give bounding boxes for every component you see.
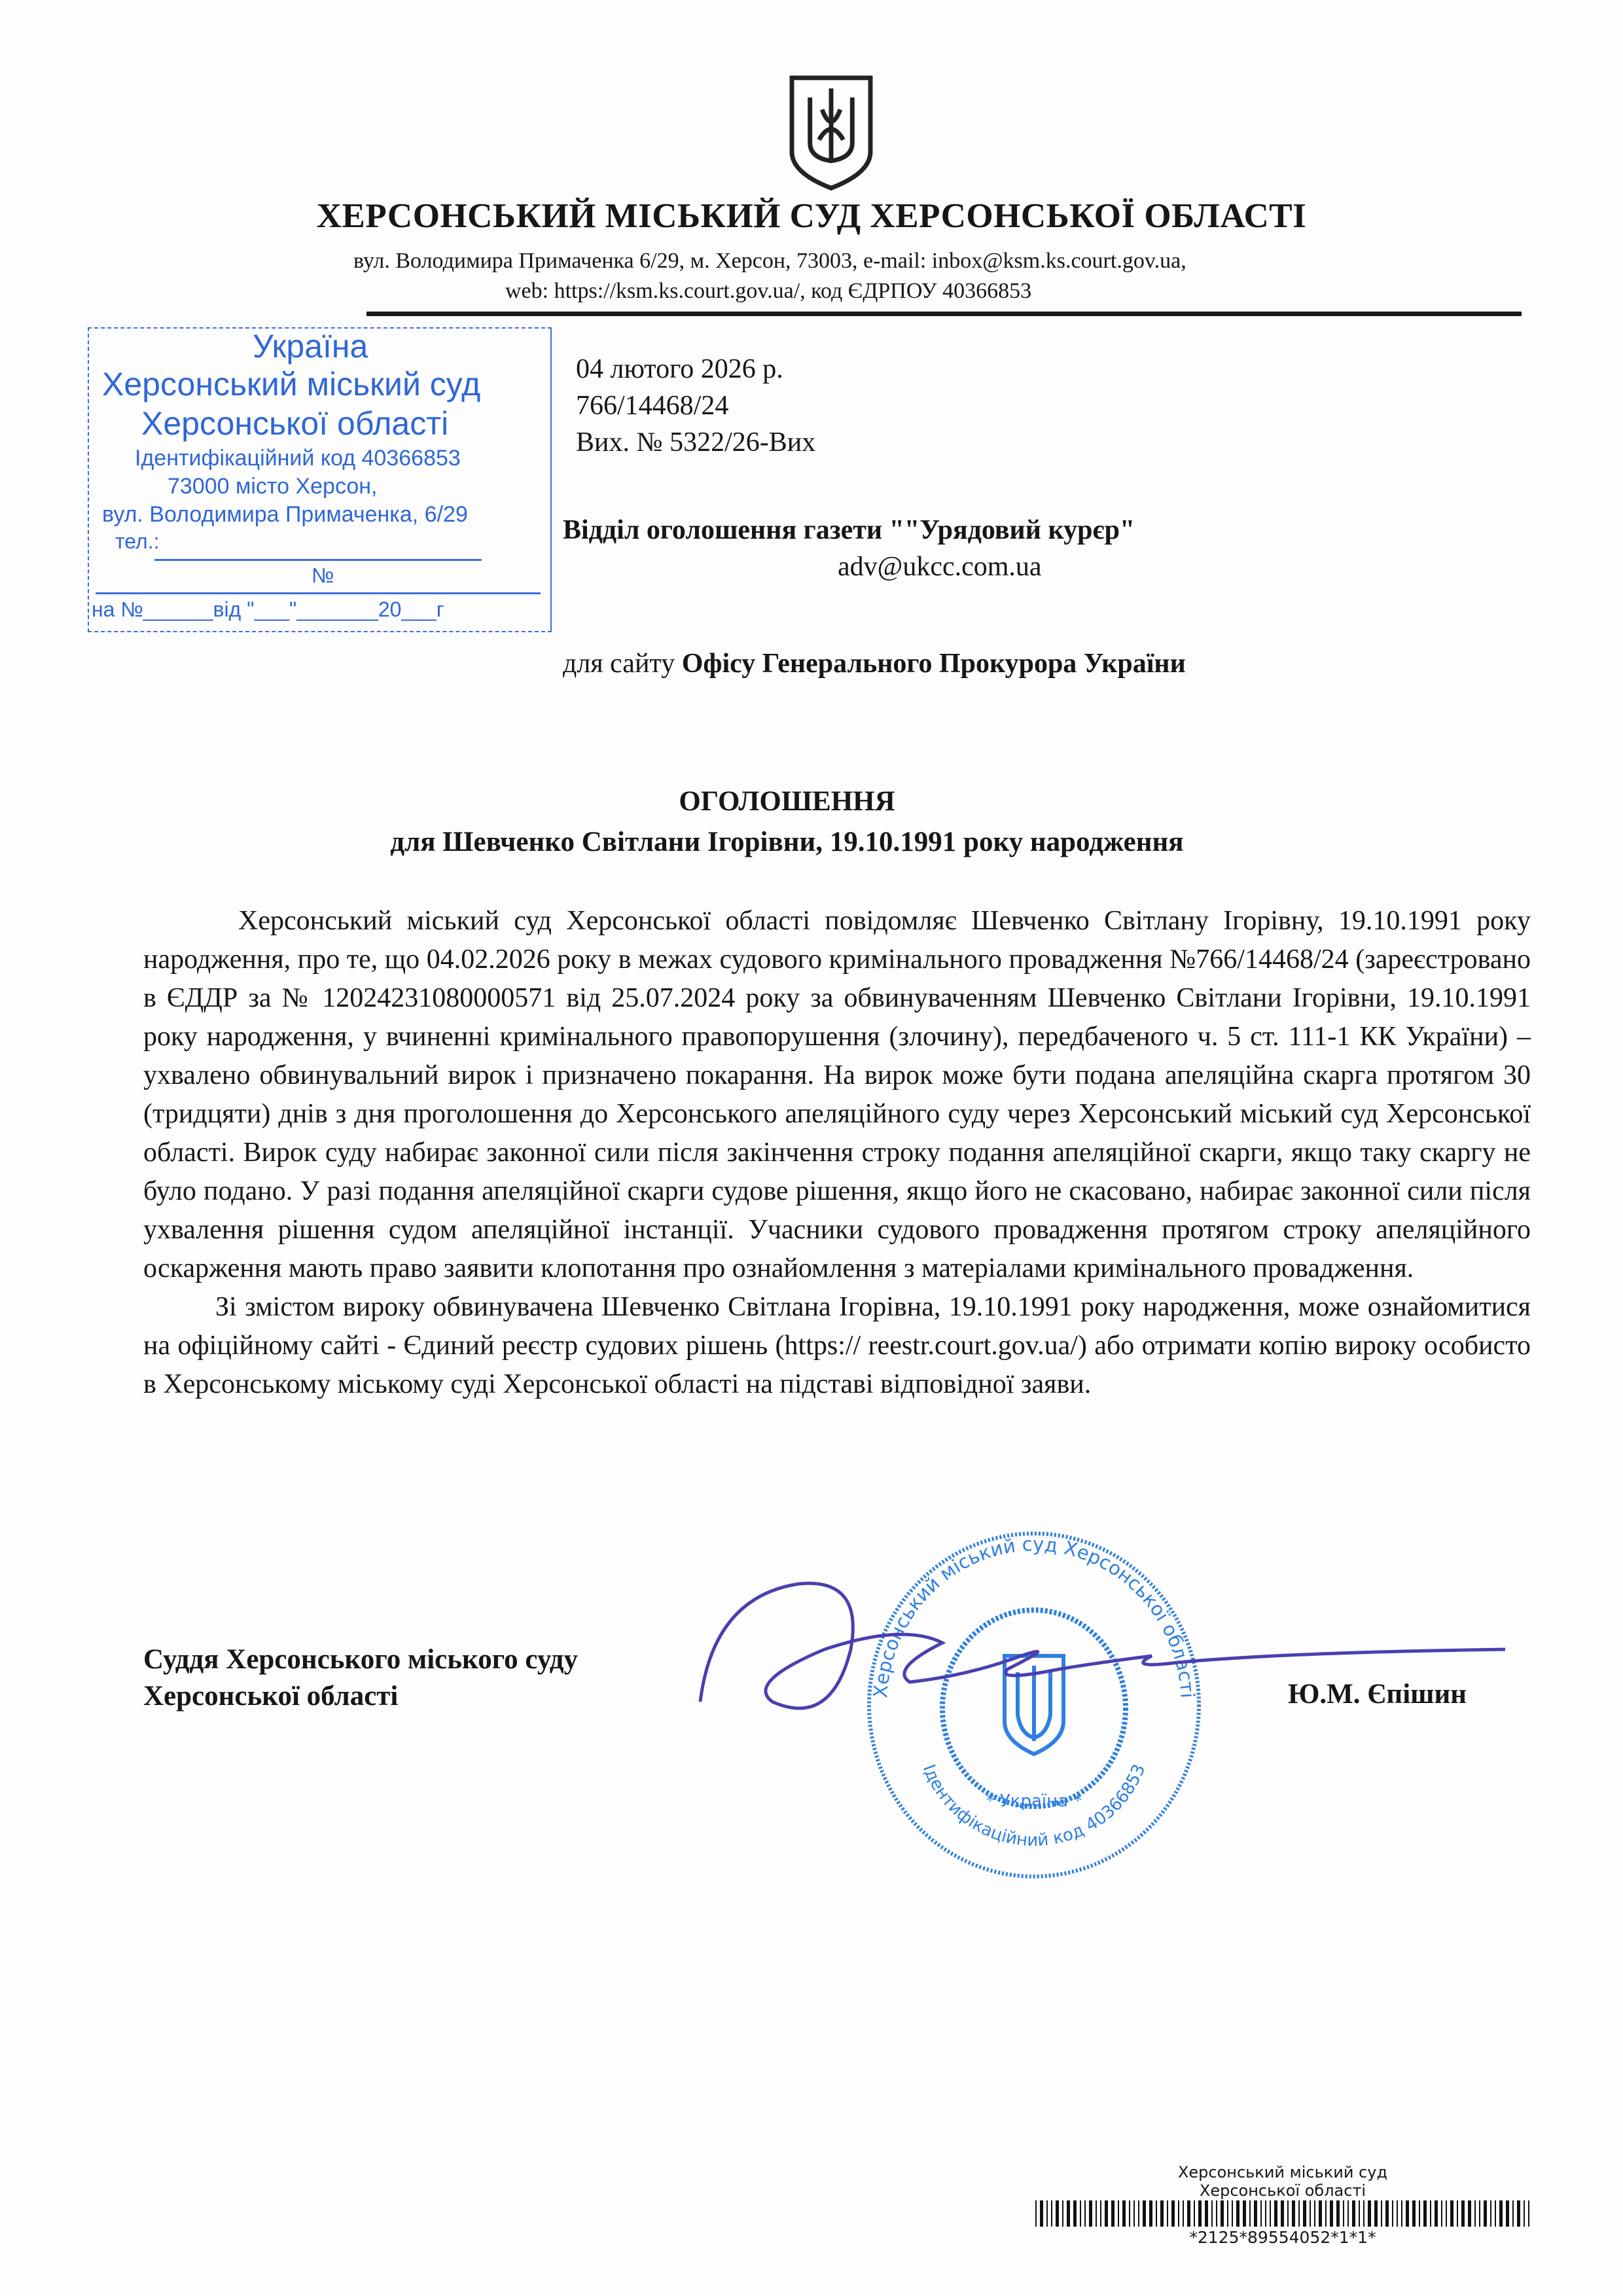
barcode-bar <box>1381 2200 1382 2227</box>
barcode-bar <box>1374 2200 1378 2227</box>
barcode-bar <box>1040 2200 1043 2227</box>
barcode-bar <box>1051 2200 1052 2227</box>
stamp-phone: тел.: <box>115 529 160 553</box>
barcode-bar <box>1397 2200 1398 2227</box>
barcode-bar <box>1430 2200 1431 2227</box>
judge-position-line2: Херсонської області <box>143 1681 399 1712</box>
stamp-line <box>96 592 541 594</box>
stamp-country: Україна <box>253 328 368 365</box>
barcode-bar <box>1310 2200 1311 2227</box>
barcode-bar <box>1401 2200 1402 2227</box>
barcode-bar <box>1435 2200 1438 2227</box>
barcode-bar <box>1254 2200 1257 2227</box>
barcode-bar <box>1303 2200 1306 2227</box>
barcode-bar <box>1080 2200 1081 2227</box>
barcode-bar <box>1343 2200 1344 2227</box>
barcode-bar <box>1499 2200 1503 2227</box>
document-date: 04 лютого 2026 р. <box>576 354 783 384</box>
barcode-bar <box>1330 2200 1333 2227</box>
barcode-bar <box>1352 2200 1355 2227</box>
header-divider <box>366 312 1522 316</box>
barcode-number: *2125*89554052*1*1* <box>1189 2228 1376 2247</box>
barcode-bar <box>1484 2200 1487 2227</box>
barcode-bar <box>1171 2200 1175 2227</box>
barcode-bar <box>1062 2200 1063 2227</box>
barcode-bar <box>1205 2200 1208 2227</box>
barcode-bar <box>1138 2200 1139 2227</box>
court-title: ХЕРСОНСЬКИЙ МІСЬКИЙ СУД ХЕРСОНСЬКОЇ ОБЛАСТІ <box>316 197 1307 235</box>
announcement-body <box>143 902 1531 1404</box>
barcode-bar <box>1122 2200 1126 2227</box>
footer-line1: Херсонський міський суд <box>1177 2163 1388 2181</box>
barcode-bar <box>1084 2200 1086 2227</box>
stamp-court: Херсонський міський суд <box>102 366 481 403</box>
stamp-region: Херсонської області <box>141 405 449 442</box>
case-number: 766/14468/24 <box>576 391 729 421</box>
barcode-bar <box>1368 2200 1371 2227</box>
barcode-bar <box>1073 2200 1077 2227</box>
registration-stamp <box>88 327 552 632</box>
barcode-bar <box>1096 2200 1097 2227</box>
barcode-bar <box>1187 2200 1190 2227</box>
barcode-bar <box>1178 2200 1179 2227</box>
barcode-bar <box>1129 2200 1130 2227</box>
court-address: вул. Володимира Примаченка 6/29, м. Херсон, 73003, e-mail: inbox@ksm.ks.court.gov.ua, <box>353 249 1186 273</box>
footer-court <box>1021 2163 1544 2200</box>
barcode-bar <box>1243 2200 1246 2227</box>
barcode-bar <box>1423 2200 1427 2227</box>
recipient-name: Відділ оголошення газети ""Урядовий курєр" <box>563 515 1135 545</box>
barcode-bar <box>1461 2200 1465 2227</box>
seal-bottom-text: * Україна * <box>986 1791 1082 1811</box>
barcode-bar <box>1363 2200 1364 2227</box>
site-line <box>563 648 1186 679</box>
barcode-bar <box>1468 2200 1471 2227</box>
stamp-number-label: № <box>312 564 334 587</box>
judge-position-line1: Суддя Херсонського міського суду <box>143 1644 578 1675</box>
barcode-bar <box>1198 2200 1202 2227</box>
barcode-bar <box>1298 2200 1300 2227</box>
footer-line2: Херсонської області <box>1199 2181 1366 2200</box>
barcode-bar <box>1143 2200 1146 2227</box>
barcode-bar <box>1236 2200 1240 2227</box>
announcement-subheading: для Шевченко Світлани Ігорівни, 19.10.1991 року народження <box>390 827 1184 857</box>
barcode-bar <box>1287 2200 1289 2227</box>
barcode-bar <box>1227 2200 1228 2227</box>
seal-outer-text: Херсонський міський суд Херсонської області <box>869 1533 1199 1699</box>
barcode-bar <box>1046 2200 1048 2227</box>
barcode-bar <box>1517 2200 1520 2227</box>
barcode-bar <box>1347 2200 1349 2227</box>
barcode-bar <box>1111 2200 1115 2227</box>
judge-position <box>143 1641 578 1715</box>
barcode-bar <box>1160 2200 1164 2227</box>
site-name: Офісу Генерального Прокурора України <box>681 649 1186 679</box>
barcode-bar <box>1506 2200 1509 2227</box>
barcode-bar <box>1211 2200 1213 2227</box>
judge-name: Ю.М. Єпішин <box>1288 1679 1467 1710</box>
barcode-bar <box>1270 2200 1271 2227</box>
barcode-bar <box>1249 2200 1251 2227</box>
barcode-bar <box>1325 2200 1327 2227</box>
barcode-bar <box>1450 2200 1454 2227</box>
seal-inner-text: Ідентифікаційний код 40366853 <box>918 1761 1150 1851</box>
barcode-bar <box>1035 2200 1037 2227</box>
barcode-bar <box>1412 2200 1416 2227</box>
stamp-line <box>154 559 482 561</box>
barcode-bar <box>1479 2200 1480 2227</box>
barcode-bar <box>1474 2200 1476 2227</box>
barcode-bar <box>1100 2200 1101 2227</box>
court-web: web: https://ksm.ks.court.gov.ua/, код ЄДРПОУ 40366853 <box>505 279 1032 303</box>
barcode-bar <box>1336 2200 1340 2227</box>
barcode-bar <box>1105 2200 1108 2227</box>
paragraph-2: Зі змістом вироку обвинувачена Шевченко Світлана Ігорівна, 19.10.1991 року народження, може ознайомитися на офіційному сайті - Єдиний реєстр судових рішень (https:// reestr.court.gov.ua/) або отримати копію вироку особисто в Херсонському міському суді Херсонської області на підставі відповідної заяви. <box>143 1292 1531 1399</box>
barcode-bar <box>1528 2200 1529 2227</box>
barcode-bar <box>1319 2200 1322 2227</box>
barcode-bar <box>1406 2200 1409 2227</box>
barcode-bar <box>1419 2200 1420 2227</box>
barcode-bar <box>1457 2200 1458 2227</box>
barcode-bar <box>1274 2200 1277 2227</box>
barcode-bar <box>1183 2200 1184 2227</box>
barcode-bar <box>1260 2200 1262 2227</box>
site-prefix: для сайту <box>563 649 682 679</box>
barcode-bar <box>1524 2200 1525 2227</box>
barcode-bar <box>1392 2200 1393 2227</box>
barcode-bar <box>1232 2200 1233 2227</box>
barcode-bar <box>1194 2200 1195 2227</box>
barcode-bar <box>1265 2200 1266 2227</box>
barcode-bar <box>1495 2200 1496 2227</box>
outgoing-number: Вих. № 5322/26-Вих <box>576 427 816 457</box>
barcode-bar <box>1216 2200 1217 2227</box>
barcode-bar <box>1221 2200 1224 2227</box>
barcode-bar <box>1446 2200 1447 2227</box>
barcode-bar <box>1512 2200 1514 2227</box>
stamp-city: 73000 місто Херсон, <box>168 474 378 499</box>
barcode-bar <box>1314 2200 1315 2227</box>
barcode-bar <box>1359 2200 1360 2227</box>
coat-of-arms-icon <box>785 73 877 191</box>
announcement-heading: ОГОЛОШЕННЯ <box>679 786 895 817</box>
stamp-code: Ідентифікаційний код 40366853 <box>135 446 461 471</box>
barcode-bar <box>1067 2200 1070 2227</box>
barcode-bar <box>1167 2200 1168 2227</box>
barcode-bar <box>1056 2200 1059 2227</box>
handwritten-signature <box>694 1571 1505 1754</box>
stamp-reply-line: на №______від "___"_______20___г <box>92 598 444 621</box>
barcode-bar <box>1133 2200 1135 2227</box>
barcode <box>1035 2200 1536 2227</box>
barcode-bar <box>1118 2200 1119 2227</box>
barcode-bar <box>1089 2200 1092 2227</box>
barcode-bar <box>1385 2200 1389 2227</box>
stamp-street: вул. Володимира Примаченка, 6/29 <box>102 502 468 527</box>
barcode-bar <box>1149 2200 1152 2227</box>
barcode-bar <box>1156 2200 1157 2227</box>
recipient-email: adv@ukcc.com.ua <box>838 552 1042 582</box>
barcode-bar <box>1490 2200 1491 2227</box>
barcode-bar <box>1292 2200 1295 2227</box>
barcode-bar <box>1281 2200 1284 2227</box>
paragraph-1: Херсонський міський суд Херсонської області повідомляє Шевченко Світлану Ігорівну, 19.10.1991 року народження, про те, що 04.02.2026 року в межах судового кримінального провадження №766/14468/24 (зареєстровано в ЄДДР за № 12024231080000571 від 25.07.2024 року за обвинуваченням Шевченко Світлани Ігорівни, 19.10.1991 року народження, у вчиненні кримінального правопорушення (злочину), передбаченого ч. 5 ст. 111-1 КК України) – ухвалено обвинувальний вирок і призначено покарання. На вирок може бути подана апеляційна скарга протягом 30 (тридцяти) днів з дня проголошення до Херсонського апеляційного суду через Херсонський міський суд Херсонської області. Вирок суду набирає законної сили після закінчення строку подання апеляційної скарги, якщо таку скаргу не було подано. У разі подання апеляційної скарги судове рішення, якщо його не скасовано, набирає законної сили після ухвалення рішення судом апеляційної інстанції. Учасники судового провадження протягом строку апеляційного оскарження мають право заявити клопотання про ознайомлення з матеріалами кримінального провадження. <box>143 906 1531 1283</box>
barcode-bar <box>1441 2200 1442 2227</box>
